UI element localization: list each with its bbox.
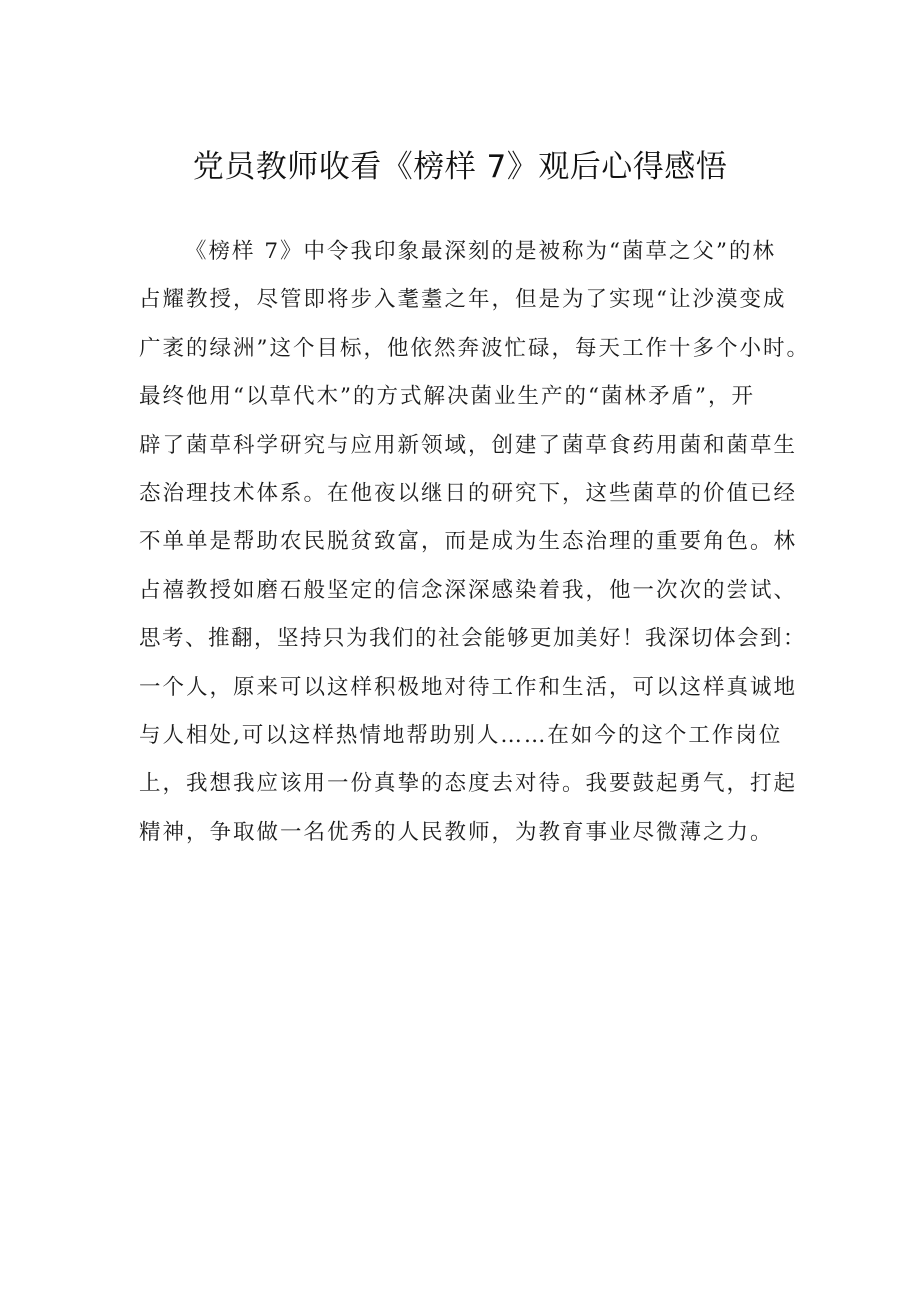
paragraph-line: 《榜样 7》中令我印象最深刻的是被称为“菌草之父”的林 bbox=[185, 239, 776, 264]
paragraph-line: 与人相处,可以这样热情地帮助别人……在如今的这个工作岗位 bbox=[139, 722, 783, 748]
paragraph-line: 上，我想我应该用一份真挚的态度去对待。我要鼓起勇气，打起 bbox=[139, 771, 798, 797]
paragraph-line: 占耀教授，尽管即将步入耄耋之年，但是为了实现“让沙漠变成 bbox=[139, 287, 787, 313]
paragraph-line: 不单单是帮助农民脱贫致富，而是成为生态治理的重要角色。林 bbox=[139, 529, 798, 555]
paragraph-line: 态治理技术体系。在他夜以继日的研究下，这些菌草的价值已经 bbox=[139, 480, 798, 506]
document-title: 党员教师收看《榜样 7》观后心得感悟 bbox=[192, 149, 728, 185]
paragraph-line: 精神，争取做一名优秀的人民教师，为教育事业尽微薄之力。 bbox=[139, 819, 774, 845]
document-body bbox=[139, 228, 811, 857]
paragraph-line: 思考、推翻，坚持只为我们的社会能够更加美好！我深切体会到： bbox=[139, 626, 807, 652]
paragraph-line: 一个人，原来可以这样积极地对待工作和生活，可以这样真诚地 bbox=[139, 674, 798, 700]
paragraph-line: 辟了菌草科学研究与应用新领域，创建了菌草食药用菌和菌草生 bbox=[139, 432, 798, 458]
paragraph-line: 占禧教授如磨石般坚定的信念深深感染着我，他一次次的尝试、 bbox=[139, 577, 798, 603]
paragraph-line: 广袤的绿洲”这个目标，他依然奔波忙碌，每天工作十多个小时。 bbox=[139, 335, 810, 361]
paragraph-line: 最终他用“以草代木”的方式解决菌业生产的“菌林矛盾”，开 bbox=[139, 384, 755, 410]
